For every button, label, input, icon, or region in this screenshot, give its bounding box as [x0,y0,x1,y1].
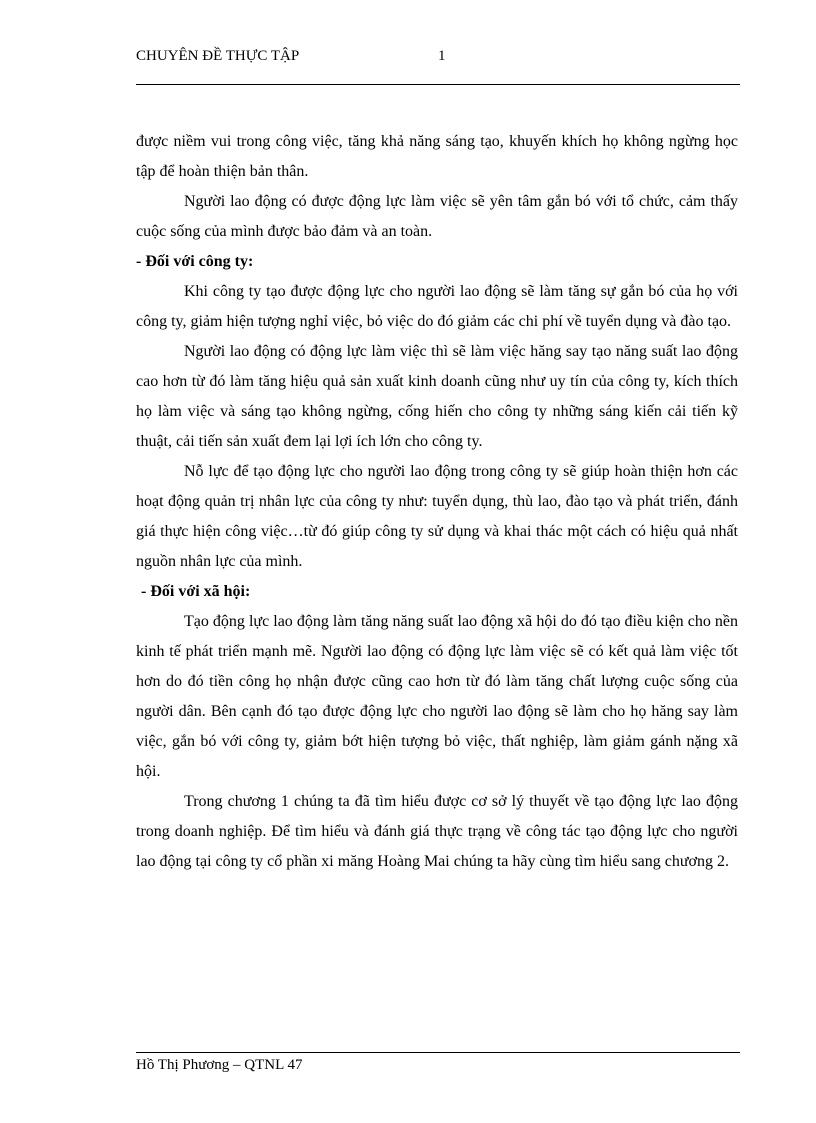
document-body [136,127,738,877]
paragraph: Người lao động có động lực làm việc thì sẽ làm việc hăng say tạo năng suất lao động cao hơn từ đó làm tăng hiệu quả sản xuất kinh doanh cũng như uy tín của công ty, kích thích họ làm việc và sáng tạo không ngừng, cống hiến cho công ty những sáng kiến cải tiến kỹ thuật, cải tiến sản xuất đem lại lợi ích lớn cho công ty. [136,343,738,450]
page-header [136,48,740,70]
header-title: CHUYÊN ĐỀ THỰC TẬP [136,48,300,64]
page-footer [136,1057,302,1074]
paragraph: Nỗ lực để tạo động lực cho người lao động trong công ty sẽ giúp hoàn thiện hơn các hoạt động quản trị nhân lực của công ty như: tuyển dụng, thù lao, đào tạo và phát triển, đánh giá thực hiện công việc…từ đó giúp công ty sử dụng và khai thác một cách có hiệu quả nhất nguồn nhân lực của mình. [136,463,738,570]
paragraph: Khi công ty tạo được động lực cho người lao động sẽ làm tăng sự gắn bó của họ với công ty, giảm hiện tượng nghỉ việc, bỏ việc do đó giảm các chi phí về tuyển dụng và đào tạo. [136,283,738,330]
header-divider [136,84,740,85]
footer-author: Hồ Thị Phương – QTNL 47 [136,1057,303,1073]
paragraph: được niềm vui trong công việc, tăng khả năng sáng tạo, khuyến khích họ không ngừng học tập để hoàn thiện bản thân. [136,133,738,180]
section-heading-society: - Đối với xã hội: [141,583,251,600]
paragraph: Tạo động lực lao động làm tăng năng suất lao động xã hội do đó tạo điều kiện cho nền kinh tế phát triển mạnh mẽ. Người lao động có động lực làm việc sẽ có kết quả làm việc tốt hơn do đó tiền công họ nhận được cũng cao hơn từ đó làm tăng chất lượng cuộc sống của người dân. Bên cạnh đó tạo được động lực cho người lao động sẽ làm cho họ hăng say làm việc, gắn bó với công ty, giảm bớt hiện tượng bỏ việc, thất nghiệp, làm giảm gánh nặng xã hội. [136,613,738,780]
paragraph: Người lao động có được động lực làm việc sẽ yên tâm gắn bó với tổ chức, cảm thấy cuộc sống của mình được bảo đảm và an toàn. [136,193,738,240]
section-heading-company: - Đối với công ty: [136,253,254,270]
page-number: 1 [438,48,446,64]
paragraph: Trong chương 1 chúng ta đã tìm hiểu được cơ sở lý thuyết về tạo động lực lao động trong doanh nghiệp. Để tìm hiểu và đánh giá thực trạng về công tác tạo động lực cho người lao động tại công ty cổ phần xi măng Hoàng Mai chúng ta hãy cùng tìm hiểu sang chương 2. [136,793,738,870]
footer-divider [136,1052,740,1053]
